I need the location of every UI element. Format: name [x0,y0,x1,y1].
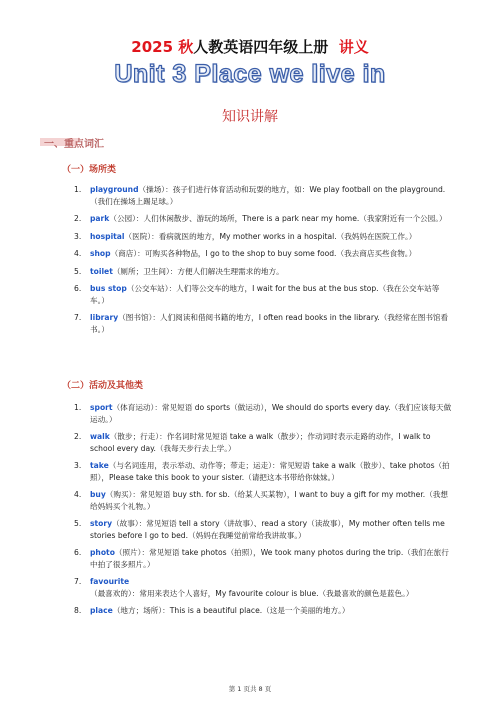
vocab-explanation: （公交车站）：人们等公交车的地方，I wait for the bus at the bus stop.（我在公交车站等车。） [90,284,440,305]
vocab-explanation: （公园）：人们休闲散步、游玩的场所，There is a park near my home.（我家附近有一个公园。） [109,214,447,223]
list-item [74,489,452,512]
vocab-word: walk [90,432,110,441]
list-item [74,283,452,306]
title-year-season: 2025 秋 [131,38,194,56]
vocab-explanation: （与名词连用，表示举动、动作等；带走；运走）：常见短语 take a walk（散步）、take photos（拍照），Please take this book to your sister.（请把这本书带给你妹妹。） [90,461,450,482]
vocab-word: place [90,606,113,615]
vocab-word: story [90,519,113,528]
item-number: 3. [74,461,82,470]
vocab-word: bus stop [90,284,127,293]
list-item [74,184,452,207]
item-number: 4. [74,490,82,499]
item-number: 6. [74,284,82,293]
title-handout: 讲义 [338,38,369,56]
list-item [74,213,452,225]
list-item [74,231,452,243]
document-title [0,36,500,57]
vocab-explanation: （故事）：常见短语 tell a story（讲故事）、read a story（读故事），My mother often tells me stories before I go to bed.（妈妈在我睡觉前常给我讲故事。） [90,519,445,540]
list-item [74,460,452,483]
vocab-explanation: （地方；场所）：This is a beautiful place.（这是一个美丽的地方。） [112,606,350,615]
list-item [74,518,452,541]
list-item [74,248,452,260]
item-number: 5. [74,266,82,276]
vocabulary-list-places [74,184,452,341]
category-heading-activities: （二）活动及其他类 [62,381,144,391]
list-item [74,266,452,278]
section-heading-key-vocabulary: 一、重点词汇 [44,135,104,150]
list-item [74,576,452,599]
item-number: 1. [74,185,82,194]
item-number: 2. [74,214,82,223]
vocab-explanation: （厕所；卫生间）：方便人们解决生理需求的地方。 [112,266,284,276]
vocab-word: shop [90,249,111,258]
vocab-word: library [90,313,119,322]
list-item [74,605,452,617]
title-textbook: 人教英语四年级上册 [193,38,329,56]
vocab-explanation: （最喜欢的）：常用来表达个人喜好，My favourite colour is blue.（我最喜欢的颜色是蓝色。） [90,588,414,598]
item-number: 6. [74,548,82,557]
vocab-explanation: （体育运动）：常见短语 do sports（做运动），We should do sports every day.（我们应该每天做运动。） [90,403,452,424]
page-footer: 第 1 页共 8 页 [228,685,272,693]
vocab-word: photo [90,548,115,557]
vocab-explanation: （照片）：常见短语 take photos（拍照），We took many photos during the trip.（我们在旅行中拍了很多照片。） [90,548,449,569]
vocab-explanation: （商店）：可购买各种物品，I go to the shop to buy some food.（我去商店买些食物。） [110,249,417,258]
vocab-word: buy [90,490,106,499]
vocab-word: hospital [90,231,125,241]
category-heading-places: （一）场所类 [62,165,117,175]
item-number: 4. [74,249,82,258]
vocab-word: favourite [90,577,130,586]
vocab-word: toilet [90,266,113,276]
section-subtitle: 知识讲解 [222,109,278,125]
item-number: 2. [74,432,82,441]
vocab-explanation: （医院）：看病就医的地方，My mother works in a hospital.（我妈妈在医院工作。） [124,231,417,241]
item-number: 1. [74,403,82,412]
unit-title: Unit 3 Place we live in [114,60,386,88]
vocab-word: sport [90,403,113,412]
item-number: 8. [74,606,82,615]
item-number: 7. [74,313,82,322]
list-item [74,431,452,454]
vocab-word: park [90,214,110,223]
list-item [74,547,452,570]
vocab-word: take [90,461,109,470]
list-item [74,402,452,425]
item-number: 3. [74,231,82,241]
vocabulary-list-activities [74,402,452,623]
vocab-explanation: （购买）：常见短语 buy sth. for sb.（给某人买某物），I want to buy a gift for my mother.（我想给妈妈买个礼物。） [90,490,448,511]
vocab-word: playground [90,185,139,194]
list-item [74,312,452,335]
vocab-explanation: （图书馆）：人们阅读和借阅书籍的地方，I often read books in the library.（我经常在图书馆看书。） [90,313,449,334]
vocab-explanation: （操场）：孩子们进行体育活动和玩耍的地方，如：We play football on the playground.（我们在操场上踢足球。） [90,185,446,206]
item-number: 7. [74,577,82,586]
item-number: 5. [74,519,82,528]
vocab-explanation: （散步；行走）：作名词时常见短语 take a walk（散步）；作动词时表示走路的动作，I walk to school every day.（我每天步行去上学。） [90,432,431,453]
